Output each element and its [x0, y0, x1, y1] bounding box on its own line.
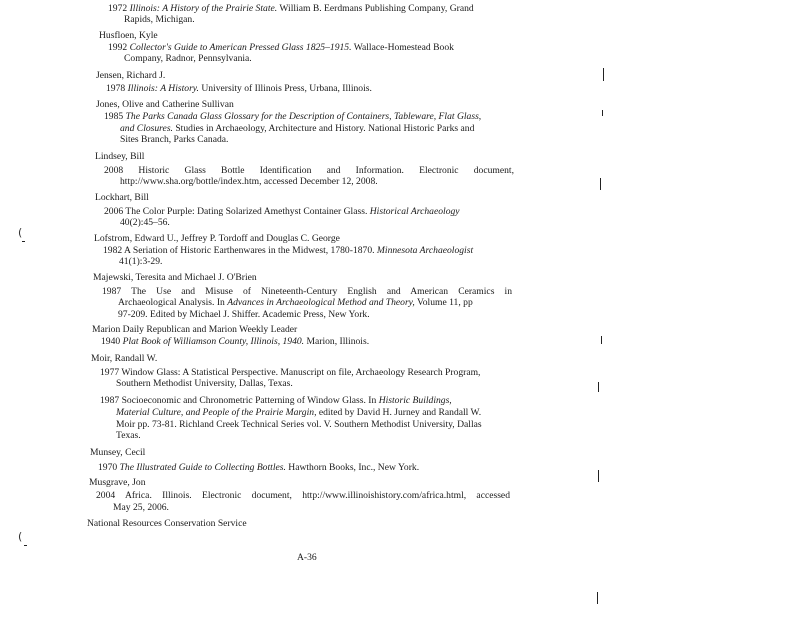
ref-line: Southern Methodist University, Dallas, Texas.: [116, 378, 293, 389]
ref-line: Moir pp. 73-81. Richland Creek Technical Series vol. V. Southern Methodist University, Dallas: [116, 419, 482, 430]
ref-author: Jensen, Richard J.: [96, 70, 166, 81]
ref-line: 1940 Plat Book of Williamson County, Illinois, 1940. Marion, Illinois.: [101, 336, 370, 347]
ref-line: 1978 Illinois: A History. University of Illinois Press, Urbana, Illinois.: [106, 83, 372, 94]
ref-line: 1985 The Parks Canada Glass Glossary for the Description of Containers, Tableware, Flat Glass,: [104, 111, 482, 122]
ref-line: 1987 The Use and Misuse of Nineteenth-Century English and American Ceramics in: [102, 286, 512, 297]
ref-line: Company, Radnor, Pennsylvania.: [124, 53, 252, 64]
scan-speck: [24, 545, 27, 546]
ref-line: 1992 Collector's Guide to American Pressed Glass 1825–1915. Wallace-Homestead Book: [108, 42, 454, 53]
ref-author: Musgrave, Jon: [89, 477, 146, 488]
ref-author: Lofstrom, Edward U., Jeffrey P. Tordoff and Douglas C. George: [94, 233, 340, 244]
margin-tick: [602, 110, 603, 116]
margin-tick: [598, 382, 599, 392]
ref-line: 97-209. Edited by Michael J. Shiffer. Academic Press, New York.: [118, 309, 370, 320]
margin-tick: [601, 336, 602, 344]
ref-line: and Closures. Studies in Archaeology, Architecture and History. National Historic Parks and: [120, 123, 475, 134]
ref-author: National Resources Conservation Service: [87, 518, 247, 529]
ref-line: 1972 Illinois: A History of the Prairie State. William B. Eerdmans Publishing Company, Grand: [108, 3, 474, 14]
ref-author: Moir, Randall W.: [91, 353, 158, 364]
ref-line: May 25, 2006.: [113, 502, 169, 513]
ref-line: Sites Branch, Parks Canada.: [120, 134, 229, 145]
ref-line: 1987 Socioeconomic and Chronometric Patterning of Window Glass. In Historic Buildings,: [100, 395, 452, 406]
margin-tick: [603, 68, 604, 81]
ref-author: Majewski, Teresita and Michael J. O'Brien: [93, 272, 257, 283]
ref-line: Material Culture, and People of the Prairie Margin, edited by David H. Jurney and Randall W.: [116, 407, 482, 418]
ref-line: http://www.sha.org/bottle/index.htm, accessed December 12, 2008.: [120, 176, 378, 187]
margin-tick: [598, 470, 599, 482]
ref-author: Marion Daily Republican and Marion Weekly Leader: [92, 324, 298, 335]
page-number: A-36: [297, 552, 317, 563]
punch-hole-mark: (: [18, 226, 23, 239]
ref-line: 2004 Africa. Illinois. Electronic document, http://www.illinoishistory.com/africa.html, accessed: [96, 490, 510, 501]
ref-line: 2008 Historic Glass Bottle Identification and Information. Electronic document,: [104, 165, 514, 176]
ref-author: Lockhart, Bill: [95, 192, 149, 203]
punch-hole-mark: (: [18, 530, 23, 543]
ref-line: 40(2):45–56.: [120, 217, 170, 228]
ref-line: 1982 A Seriation of Historic Earthenwares in the Midwest, 1780-1870. Minnesota Archaeologist: [103, 245, 474, 256]
ref-line: 2006 The Color Purple: Dating Solarized Amethyst Container Glass. Historical Archaeology: [104, 206, 460, 217]
margin-tick: [597, 592, 598, 604]
ref-author: Munsey, Cecil: [90, 447, 146, 458]
ref-line: 1977 Window Glass: A Statistical Perspective. Manuscript on file, Archaeology Research Program,: [100, 367, 481, 378]
ref-author: Lindsey, Bill: [95, 151, 145, 162]
ref-line: Archaeological Analysis. In Advances in Archaeological Method and Theory, Volume 11, pp: [118, 297, 473, 308]
ref-line: Rapids, Michigan.: [124, 14, 195, 25]
scan-speck: [22, 241, 25, 242]
margin-tick: [600, 178, 601, 190]
ref-author: Husfloen, Kyle: [99, 30, 158, 41]
ref-line: Texas.: [116, 430, 141, 441]
ref-line: 1970 The Illustrated Guide to Collecting Bottles. Hawthorn Books, Inc., New York.: [98, 462, 420, 473]
ref-line: 41(1):3-29.: [119, 256, 163, 267]
ref-author: Jones, Olive and Catherine Sullivan: [96, 99, 234, 110]
